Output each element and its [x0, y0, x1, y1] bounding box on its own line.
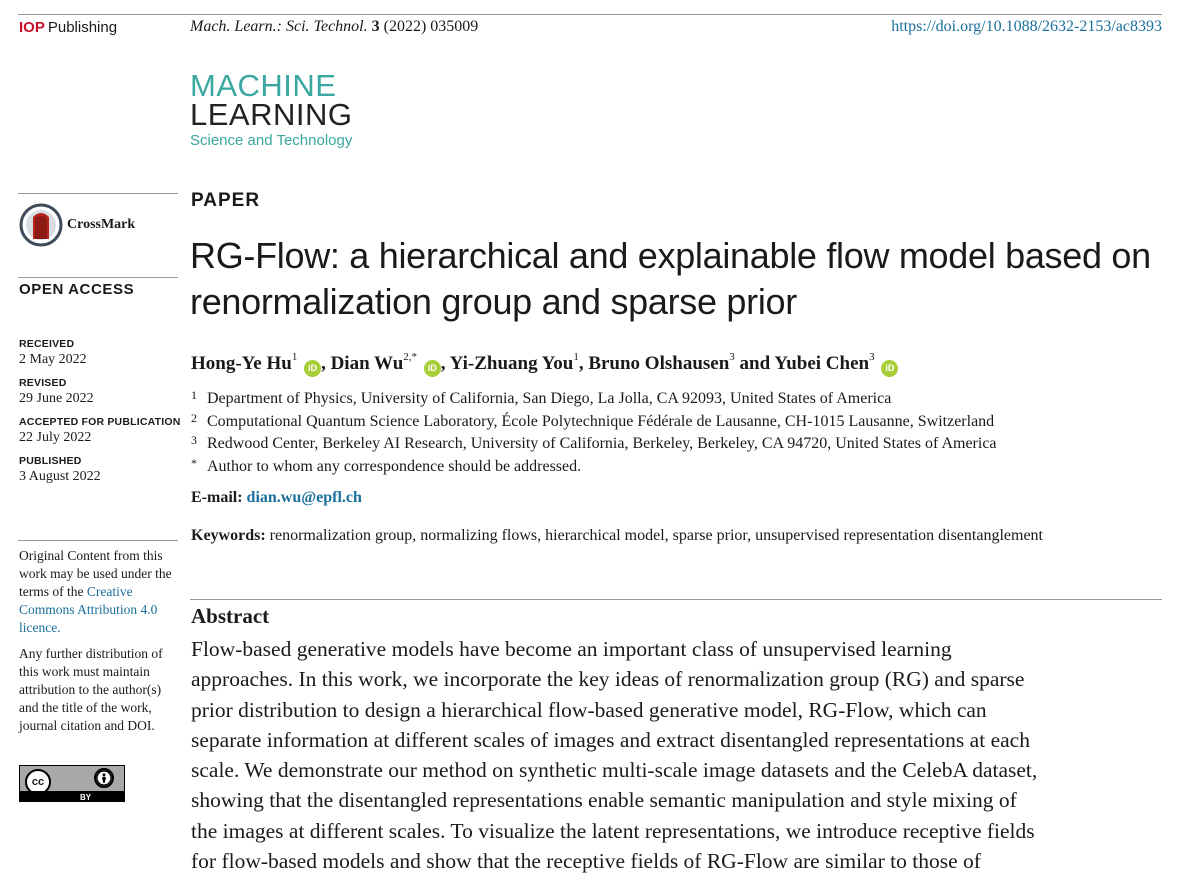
- sidebar-divider: [18, 540, 178, 541]
- keywords-text: renormalization group, normalizing flows, hierarchical model, sparse prior, unsupervised representation disentanglement: [269, 527, 1043, 544]
- license-intro: Original Content from this work may be used under the terms of the: [19, 548, 172, 599]
- journal-citation: [190, 18, 478, 36]
- author-affiliation-sup: 1: [573, 351, 579, 363]
- abstract-divider: [190, 599, 1162, 600]
- crossmark-badge[interactable]: [19, 203, 135, 247]
- email-label: E-mail:: [191, 489, 243, 506]
- affiliation-number: 2: [191, 410, 197, 425]
- author-separator: ,: [440, 353, 450, 374]
- article-type-label: PAPER: [191, 190, 261, 211]
- orcid-icon[interactable]: iD: [424, 360, 441, 377]
- affiliation-text: Redwood Center, Berkeley AI Research, University of California, Berkeley, Berkeley, CA 94720, United States of America: [207, 435, 997, 452]
- journal-volume: 3: [371, 18, 380, 35]
- abstract-line: separate information at different scales of images and extract disentangled representations at each: [191, 727, 1030, 752]
- open-access-label: OPEN ACCESS: [19, 281, 135, 298]
- author-name[interactable]: Yubei Chen: [774, 353, 870, 374]
- sidebar-divider: [18, 193, 178, 194]
- date-value: 22 July 2022: [19, 430, 92, 445]
- article-title-line: RG-Flow: a hierarchical and explainable flow model based on: [190, 235, 1151, 276]
- date-label: REVISED: [19, 377, 67, 389]
- affiliation-number: 1: [191, 388, 197, 402]
- abstract-heading: Abstract: [191, 604, 270, 628]
- affiliation-text: Computational Quantum Science Laboratory, École Polytechnique Fédérale de Lausanne, CH-1015 Lausanne, Switzerland: [207, 412, 995, 430]
- publication-dates: [19, 338, 181, 494]
- publisher-logo[interactable]: [19, 19, 117, 36]
- cc-badge-bar: [20, 791, 124, 801]
- author-name[interactable]: Dian Wu: [330, 353, 404, 374]
- affiliation: [191, 455, 997, 481]
- corresponding-email: [191, 489, 362, 507]
- doi-link[interactable]: https://doi.org/10.1088/2632-2153/ac8393: [891, 18, 1162, 35]
- affiliation-text: Department of Physics, University of California, San Diego, La Jolla, CA 92093, United States of America: [207, 390, 892, 407]
- journal-abbrev: Mach. Learn.: Sci. Technol.: [190, 18, 368, 35]
- abstract-line: Flow-based generative models have become an important class of unsupervised learning: [191, 637, 952, 661]
- cc-icon: cc: [25, 769, 51, 795]
- license-link[interactable]: Creative Commons Attribution 4.0 licence.: [19, 584, 158, 635]
- abstract-line: approaches. In this work, we incorporate the key ideas of renormalization group (RG) and sparse: [191, 667, 1025, 692]
- date-label: ACCEPTED FOR PUBLICATION: [19, 416, 181, 428]
- orcid-icon[interactable]: iD: [881, 360, 898, 377]
- abstract-line: the images at different scales. To visualize the latent representations, we introduce receptive fields: [191, 818, 1035, 843]
- article-title-line: renormalization group and sparse prior: [190, 281, 797, 322]
- date-label: RECEIVED: [19, 338, 75, 350]
- email-link[interactable]: dian.wu@epfl.ch: [246, 489, 362, 506]
- attribution-icon: [94, 768, 114, 788]
- publisher-brand: IOP: [19, 19, 45, 36]
- affiliation: [191, 410, 997, 436]
- date-accepted: [19, 416, 181, 446]
- author-list: [191, 353, 898, 377]
- journal-year-article: (2022) 035009: [383, 18, 479, 35]
- author-name[interactable]: Bruno Olshausen: [588, 353, 730, 374]
- author-affiliation-sup: 3: [729, 351, 735, 363]
- affiliation-number: *: [191, 455, 197, 470]
- journal-logo-line2: LEARNING: [190, 97, 353, 132]
- author-name[interactable]: Hong-Ye Hu: [191, 353, 292, 374]
- date-value: 2 May 2022: [19, 352, 87, 367]
- journal-logo-line3: Science and Technology: [190, 132, 353, 149]
- author-affiliation-sup: 1: [291, 351, 298, 363]
- date-value: 29 June 2022: [19, 391, 94, 406]
- keywords-label: Keywords:: [191, 527, 266, 544]
- affiliation-number: 3: [191, 433, 197, 447]
- abstract-text: [191, 634, 1171, 876]
- author-separator: ,: [321, 353, 331, 374]
- author-and: and: [734, 353, 775, 374]
- date-revised: [19, 377, 181, 407]
- license-paragraph: [19, 547, 179, 637]
- date-value: 3 August 2022: [19, 469, 101, 484]
- journal-logo-line1: MACHINE: [190, 68, 337, 103]
- abstract-line: prior distribution to design a hierarchical flow-based generative model, RG-Flow, which can: [191, 697, 987, 722]
- keywords: [191, 527, 1043, 545]
- date-received: [19, 338, 181, 368]
- date-published: [19, 455, 181, 485]
- affiliation: [191, 390, 997, 413]
- crossmark-label: CrossMark: [67, 217, 136, 232]
- author-affiliation-sup: 2,*: [403, 351, 418, 363]
- author-separator: ,: [578, 353, 589, 374]
- license-notice: [19, 547, 179, 743]
- article-title: [190, 233, 1190, 325]
- header-rule: [18, 14, 1162, 15]
- journal-logo[interactable]: [190, 70, 352, 148]
- orcid-icon[interactable]: iD: [304, 360, 321, 377]
- crossmark-icon: [19, 203, 63, 247]
- author-name[interactable]: Yi-Zhuang You: [449, 353, 574, 374]
- cc-by-badge[interactable]: [19, 765, 125, 802]
- date-label: PUBLISHED: [19, 455, 82, 467]
- abstract-line: showing that the disentangled representations enable semantic manipulation and style mixing of: [191, 788, 1017, 813]
- abstract-line: scale. We demonstrate our method on synthetic multi-scale image datasets and the CelebA dataset,: [191, 758, 1038, 783]
- affiliation: [191, 435, 997, 458]
- author-affiliation-sup: 3: [869, 351, 875, 363]
- license-note: Any further distribution of this work must maintain attribution to the author(s) and the title of the work, journal citation and DOI.: [19, 646, 163, 733]
- publisher-name: Publishing: [47, 19, 118, 36]
- sidebar-divider: [18, 277, 178, 278]
- affiliation-text: Author to whom any correspondence should be addressed.: [207, 457, 582, 475]
- abstract-line: for flow-based models and show that the receptive fields of RG-Flow are similar to those of: [191, 849, 981, 874]
- affiliation-list: [191, 390, 997, 480]
- cc-by-label: BY: [80, 793, 92, 802]
